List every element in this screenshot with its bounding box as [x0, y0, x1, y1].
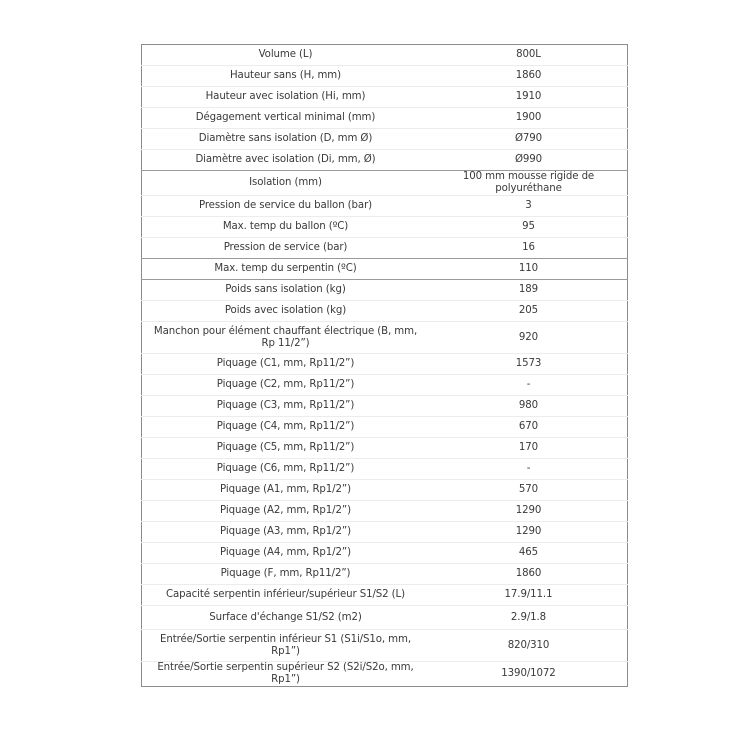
row-value: 1390/1072: [430, 662, 628, 687]
table-row: [142, 501, 628, 522]
table-row: [142, 66, 628, 87]
row-value: 17.9/11.1: [430, 585, 628, 606]
row-value: 100 mm mousse rigide de polyuréthane: [430, 171, 628, 196]
row-label: Piquage (C5, mm, Rp11/2”): [142, 438, 430, 459]
table-row: [142, 171, 628, 196]
row-value: 980: [430, 396, 628, 417]
row-label: Diamètre sans isolation (D, mm Ø): [142, 129, 430, 150]
row-value: 2.9/1.8: [430, 606, 628, 630]
row-value: 570: [430, 480, 628, 501]
row-value: 95: [430, 217, 628, 238]
row-value: 16: [430, 238, 628, 259]
row-value: 1573: [430, 354, 628, 375]
row-label: Piquage (A4, mm, Rp1/2”): [142, 543, 430, 564]
table-row: [142, 217, 628, 238]
table-row: [142, 322, 628, 354]
row-value: 670: [430, 417, 628, 438]
row-label: Entrée/Sortie serpentin supérieur S2 (S2i/S2o, mm, Rp1”): [142, 662, 430, 687]
row-value: 800L: [430, 45, 628, 66]
row-label: Entrée/Sortie serpentin inférieur S1 (S1i/S1o, mm, Rp1”): [142, 630, 430, 662]
table-row: [142, 585, 628, 606]
row-value: 170: [430, 438, 628, 459]
row-value: 1910: [430, 87, 628, 108]
row-value: -: [430, 459, 628, 480]
row-label: Max. temp du serpentin (ºC): [142, 259, 430, 280]
row-label: Poids sans isolation (kg): [142, 280, 430, 301]
table-row: [142, 396, 628, 417]
row-label: Piquage (A3, mm, Rp1/2”): [142, 522, 430, 543]
row-label: Hauteur avec isolation (Hi, mm): [142, 87, 430, 108]
row-label: Piquage (F, mm, Rp11/2”): [142, 564, 430, 585]
row-value: 465: [430, 543, 628, 564]
row-value: 205: [430, 301, 628, 322]
row-value: 1860: [430, 564, 628, 585]
table-row: [142, 196, 628, 217]
row-label: Pression de service du ballon (bar): [142, 196, 430, 217]
row-value: -: [430, 375, 628, 396]
table-row: [142, 108, 628, 129]
row-label: Piquage (C4, mm, Rp11/2”): [142, 417, 430, 438]
table-row: [142, 630, 628, 662]
row-value: 110: [430, 259, 628, 280]
row-value: 3: [430, 196, 628, 217]
row-label: Hauteur sans (H, mm): [142, 66, 430, 87]
row-value: 1290: [430, 522, 628, 543]
row-label: Isolation (mm): [142, 171, 430, 196]
row-label: Piquage (C2, mm, Rp11/2”): [142, 375, 430, 396]
row-label: Piquage (C3, mm, Rp11/2”): [142, 396, 430, 417]
table-row: [142, 459, 628, 480]
table-row: [142, 238, 628, 259]
row-value: 1900: [430, 108, 628, 129]
row-value: 1290: [430, 501, 628, 522]
table-row: [142, 87, 628, 108]
table-row: [142, 301, 628, 322]
row-label: Pression de service (bar): [142, 238, 430, 259]
table-row: [142, 606, 628, 630]
spec-sheet: [141, 44, 627, 687]
row-label: Piquage (C6, mm, Rp11/2”): [142, 459, 430, 480]
row-value: 189: [430, 280, 628, 301]
table-row: [142, 280, 628, 301]
row-value: Ø990: [430, 150, 628, 171]
table-row: [142, 543, 628, 564]
specifications-table: [141, 44, 628, 687]
table-row: [142, 564, 628, 585]
row-label: Volume (L): [142, 45, 430, 66]
row-label: Piquage (A1, mm, Rp1/2”): [142, 480, 430, 501]
row-label: Poids avec isolation (kg): [142, 301, 430, 322]
row-label: Dégagement vertical minimal (mm): [142, 108, 430, 129]
row-value: 1860: [430, 66, 628, 87]
table-row: [142, 417, 628, 438]
row-label: Surface d'échange S1/S2 (m2): [142, 606, 430, 630]
table-row: [142, 522, 628, 543]
table-row: [142, 375, 628, 396]
row-label: Capacité serpentin inférieur/supérieur S1/S2 (L): [142, 585, 430, 606]
row-value: 820/310: [430, 630, 628, 662]
row-label: Max. temp du ballon (ºC): [142, 217, 430, 238]
table-row: [142, 150, 628, 171]
row-value: 920: [430, 322, 628, 354]
table-row: [142, 662, 628, 687]
row-label: Piquage (C1, mm, Rp11/2”): [142, 354, 430, 375]
table-row: [142, 45, 628, 66]
table-row: [142, 438, 628, 459]
table-row: [142, 129, 628, 150]
table-row: [142, 259, 628, 280]
row-value: Ø790: [430, 129, 628, 150]
row-label: Diamètre avec isolation (Di, mm, Ø): [142, 150, 430, 171]
row-label: Piquage (A2, mm, Rp1/2”): [142, 501, 430, 522]
specifications-table-body: [142, 45, 628, 687]
table-row: [142, 480, 628, 501]
table-row: [142, 354, 628, 375]
row-label: Manchon pour élément chauffant électrique (B, mm, Rp 11/2”): [142, 322, 430, 354]
